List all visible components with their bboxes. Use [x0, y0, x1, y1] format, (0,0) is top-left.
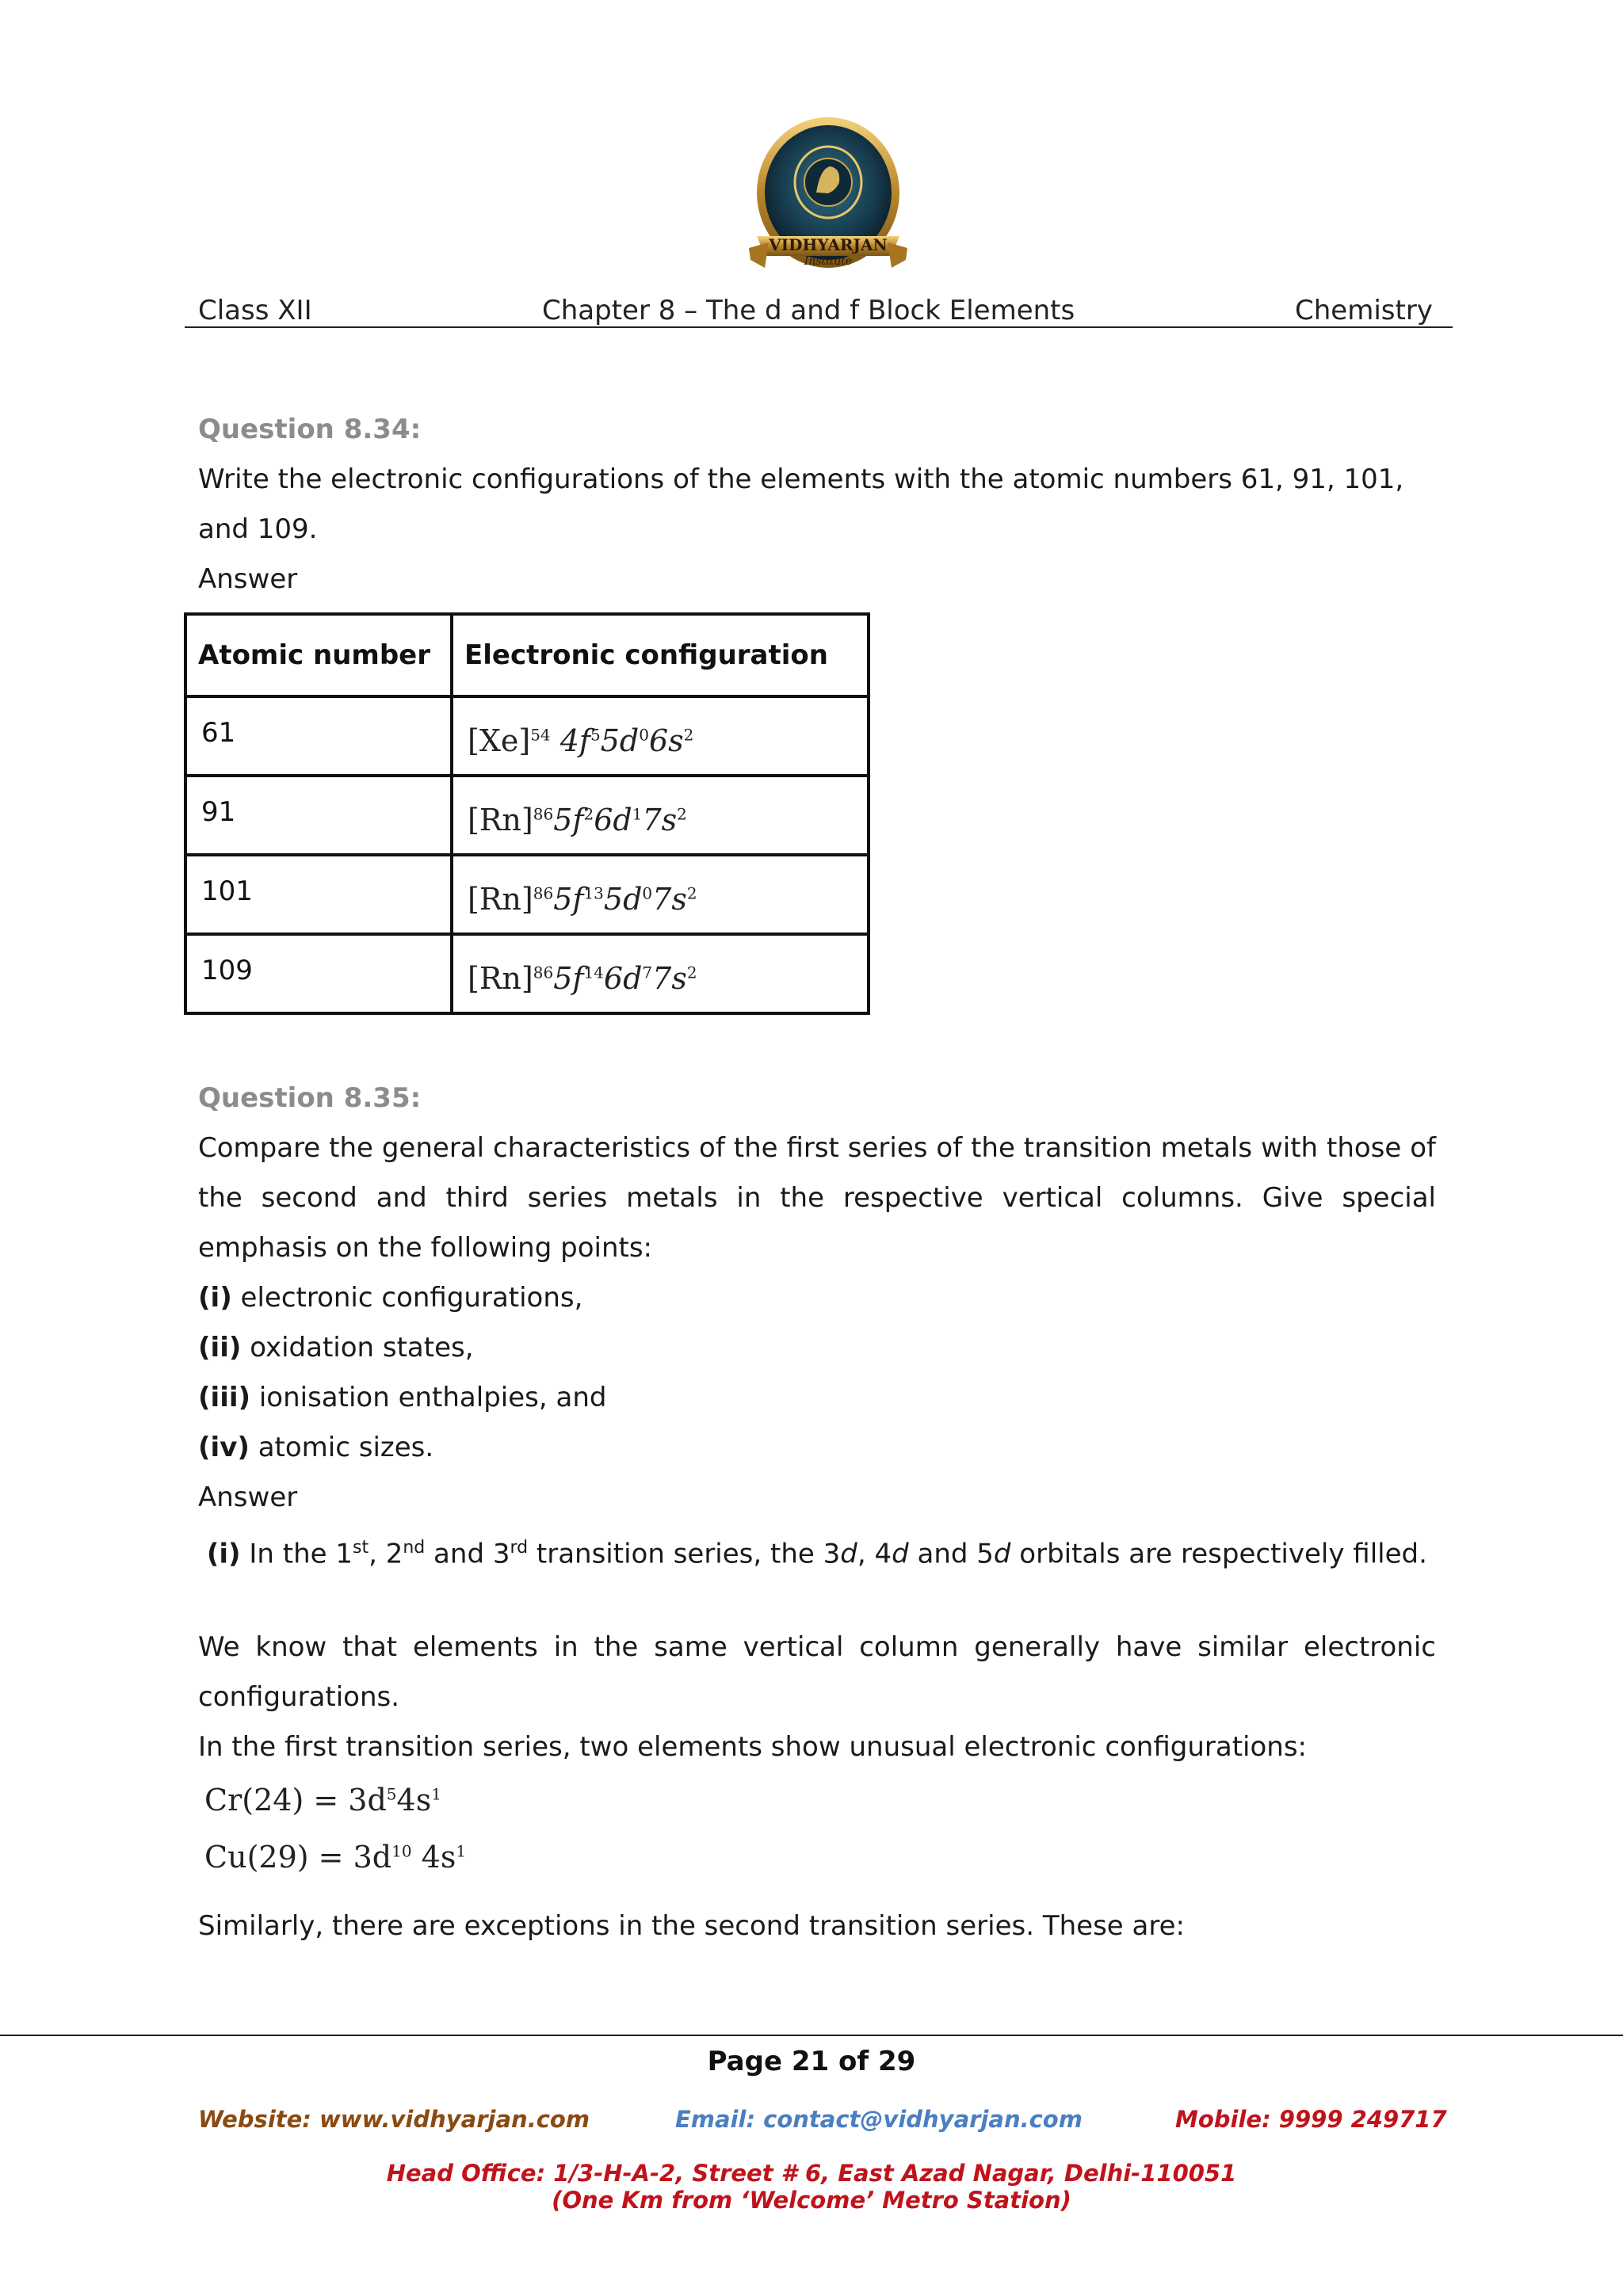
header-rule — [185, 326, 1453, 328]
question-text: Write the electronic configurations of the elements with the atomic numbers 61, 91, 101, and 109. — [198, 463, 1404, 545]
atomic-number-cell: 101 — [185, 855, 452, 934]
answer-paragraph: We know that elements in the same vertical column generally have similar electronic configurations. — [198, 1631, 1436, 1713]
formula-chromium: $Cr(24) = 3d^54s^1$ — [204, 1783, 441, 1817]
col-header-configuration: Electronic configuration — [452, 614, 869, 696]
configuration-cell: $[Rn]^{86}5f^{13}5d^07s^2$ — [452, 855, 869, 934]
footer-website[interactable]: Website: www.vidhyarjan.com — [198, 2106, 590, 2133]
footer-address: Head Office: 1/3-H-A-2, Street # 6, East Azad Nagar, Delhi-110051 — [386, 2160, 1237, 2187]
list-item: (iii) ionisation enthalpies, and — [198, 1382, 607, 1413]
page-number: Page 21 of 29 — [707, 2046, 916, 2077]
institute-logo — [733, 117, 923, 288]
configuration-table — [184, 612, 870, 1015]
class-label: Class XII — [198, 295, 312, 326]
answer-label: Answer — [198, 563, 298, 595]
footer-mobile: Mobile: 9999 249717 — [1175, 2106, 1447, 2133]
chapter-label: Chapter 8 – The d and f Block Elements — [542, 295, 1075, 326]
table-row — [185, 776, 869, 855]
answer-paragraph: (i) In the 1st, 2nd and 3rd transition series, the 3d, 4d and 5d orbitals are respectively filled. — [206, 1538, 1427, 1570]
atomic-number-cell: 109 — [185, 934, 452, 1013]
list-item: (i) electronic configurations, — [198, 1282, 583, 1314]
configuration-cell: $[Rn]^{86}5f^{14}6d^77s^2$ — [452, 934, 869, 1013]
footer-address-note: (One Km from ‘Welcome’ Metro Station) — [552, 2187, 1071, 2214]
col-header-atomic-number: Atomic number — [185, 614, 452, 696]
svg-text:Institute: Institute — [804, 255, 853, 268]
question-title: Question 8.35: — [198, 1082, 422, 1114]
table-row — [185, 934, 869, 1013]
question-text: Compare the general characteristics of the first series of the transition metals with those of the second and third series metals in the respective vertical columns. Give special emphasis on the following points: — [198, 1132, 1436, 1264]
formula-copper: $Cu(29) = 3d^{10}$ $4s^1$ — [204, 1840, 467, 1875]
list-item: (iv) atomic sizes. — [198, 1432, 434, 1463]
footer-email[interactable]: Email: contact@vidhyarjan.com — [675, 2106, 1083, 2133]
svg-text:VIDHYARJAN: VIDHYARJAN — [769, 235, 888, 254]
table-row — [185, 855, 869, 934]
table-row — [185, 696, 869, 776]
footer-rule — [0, 2035, 1623, 2036]
answer-paragraph: In the first transition series, two elements show unusual electronic configurations: — [198, 1731, 1308, 1763]
configuration-cell: $[Rn]^{86}5f^26d^17s^2$ — [452, 776, 869, 855]
atomic-number-cell: 61 — [185, 696, 452, 776]
configuration-cell: $[Xe]^{54}$ $4f^55d^06s^2$ — [452, 696, 869, 776]
list-item: (ii) oxidation states, — [198, 1332, 474, 1363]
question-title: Question 8.34: — [198, 414, 422, 445]
answer-label: Answer — [198, 1482, 298, 1513]
subject-label: Chemistry — [1295, 295, 1433, 326]
answer-paragraph: Similarly, there are exceptions in the second transition series. These are: — [198, 1910, 1185, 1942]
atomic-number-cell: 91 — [185, 776, 452, 855]
